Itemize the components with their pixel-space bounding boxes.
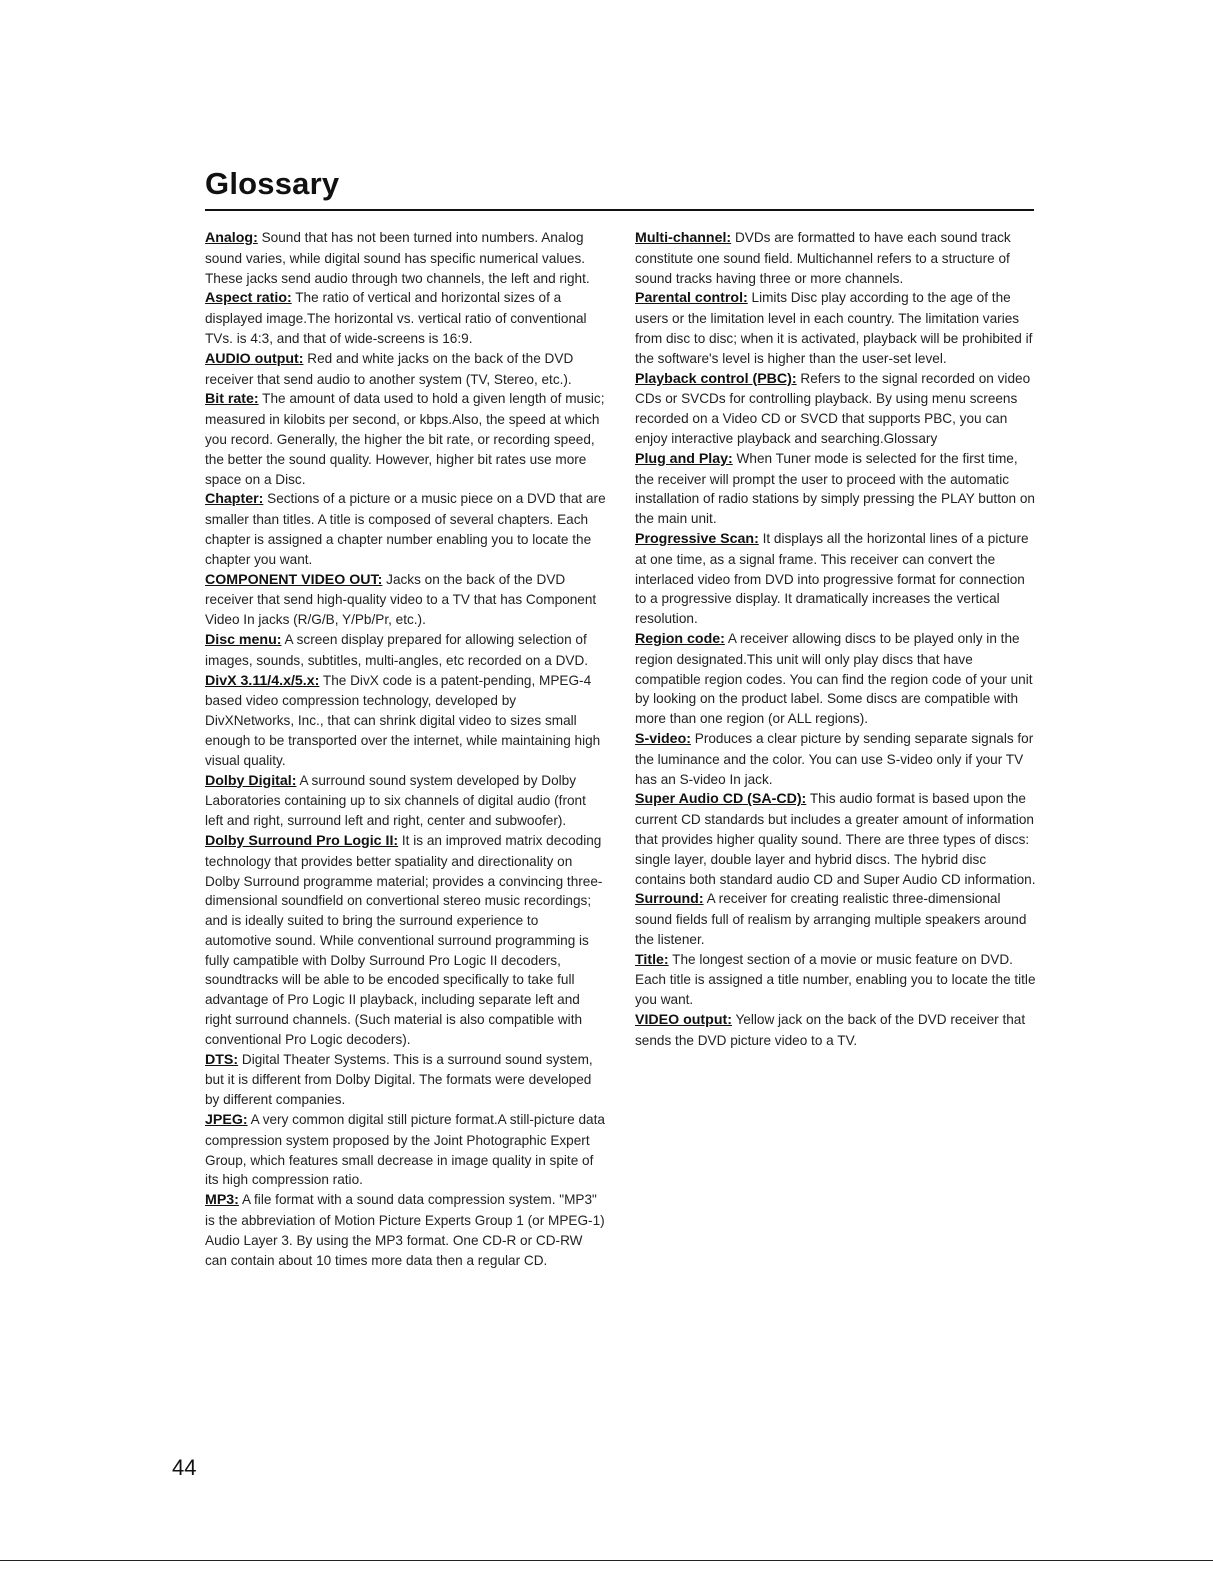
glossary-definition: A surround sound system developed by Dolby Laboratories containing up to six channels of digital audio (front left and right, surround left and right, center and subwoofer). xyxy=(205,772,586,829)
glossary-entry xyxy=(635,629,1037,729)
glossary-entry xyxy=(635,1010,1037,1051)
bottom-divider xyxy=(0,1560,1213,1561)
glossary-definition: It is an improved matrix decoding technology that provides better spatiality and directionality on Dolby Surround programme material; provides a convincing three-dimensional soundfield on convertional stereo music recordings; and is ideally suited to bring the surround experience to automotive sound. While conventional surround programming is fully campatible with Dolby Surround Pro Logic II decoders, soundtracks will be able to be encoded specifically to take full advantage of Pro Logic II playback, including separate left and right surround channels. (Such material is also compatible with conventional Pro Logic decoders). xyxy=(205,832,603,1047)
glossary-entry xyxy=(205,228,607,288)
glossary-term: Chapter: xyxy=(205,491,264,508)
glossary-entry xyxy=(635,449,1037,529)
glossary-term: Bit rate: xyxy=(205,391,259,408)
glossary-entry xyxy=(205,288,607,348)
glossary-definition: Yellow jack on the back of the DVD receiver that sends the DVD picture video to a TV. xyxy=(635,1012,1026,1048)
glossary-column-left xyxy=(205,228,607,1270)
glossary-entry xyxy=(205,771,607,831)
glossary-definition: It displays all the horizontal lines of a picture at one time, as a signal frame. This receiver can convert the interlaced video from DVD into progressive format for connection to a progressive display. It dramatically increases the vertical resolution. xyxy=(635,530,1029,627)
glossary-term: Plug and Play: xyxy=(635,450,733,467)
glossary-entry xyxy=(205,489,607,569)
glossary-term: Dolby Digital: xyxy=(205,772,297,789)
glossary-term: Surround: xyxy=(635,891,704,908)
glossary-term: Parental control: xyxy=(635,290,748,307)
glossary-entry xyxy=(205,831,607,1050)
glossary-term: Aspect ratio: xyxy=(205,290,292,307)
glossary-term: Dolby Surround Pro Logic II: xyxy=(205,832,399,849)
glossary-term: S-video: xyxy=(635,730,691,747)
glossary-definition: A file format with a sound data compression system. "MP3" is the abbreviation of Motion Picture Experts Group 1 (or MPEG-1) Audio Layer 3. By using the MP3 format. One CD-R or CD-RW can contain about 10 times more data then a regular CD. xyxy=(205,1192,605,1268)
glossary-entry xyxy=(635,529,1037,629)
glossary-definition: Red and white jacks on the back of the DVD receiver that send audio to another system (TV, Stereo, etc.). xyxy=(205,350,574,387)
glossary-entry xyxy=(635,228,1037,288)
glossary-term: Playback control (PBC): xyxy=(635,370,797,387)
glossary-term: Disc menu: xyxy=(205,631,282,648)
glossary-entry xyxy=(635,889,1037,949)
glossary-definition: The ratio of vertical and horizontal sizes of a displayed image.The horizontal vs. vertical ratio of conventional TVs. is 4:3, and that of wide-screens is 16:9. xyxy=(205,290,587,346)
glossary-term: VIDEO output: xyxy=(635,1012,732,1029)
glossary-definition: The longest section of a movie or music feature on DVD. Each title is assigned a title number, enabling you to locate the title you want. xyxy=(635,951,1036,1008)
title-divider xyxy=(205,209,1034,211)
glossary-term: DTS: xyxy=(205,1051,239,1068)
glossary-column-right xyxy=(635,228,1037,1051)
glossary-entry xyxy=(635,729,1037,789)
glossary-term: Title: xyxy=(635,951,669,968)
glossary-term: COMPONENT VIDEO OUT: xyxy=(205,571,383,588)
glossary-definition: A receiver allowing discs to be played only in the region designated.This unit will only play discs that have compatible region codes. You can find the region code of your unit by looking on the product label. Some discs are compatible with more than one region (or ALL regions). xyxy=(635,630,1033,727)
glossary-definition: Sections of a picture or a music piece on a DVD that are smaller than titles. A title is composed of several chapters. Each chapter is assigned a chapter number enabling you to locate the chapter you want. xyxy=(205,491,606,567)
glossary-term: Analog: xyxy=(205,230,258,246)
glossary-definition: Digital Theater Systems. This is a surround sound system, but it is different from Dolby Digital. The formats were developed by different companies. xyxy=(205,1051,593,1108)
page-number: 44 xyxy=(172,1455,197,1480)
glossary-entry xyxy=(635,369,1037,449)
glossary-term: MP3: xyxy=(205,1192,239,1209)
glossary-entry xyxy=(635,789,1037,889)
glossary-definition: A receiver for creating realistic three-dimensional sound fields full of realism by arranging multiple speakers around the listener. xyxy=(635,891,1027,947)
glossary-term: AUDIO output: xyxy=(205,350,304,367)
glossary-term: DivX 3.11/4.x/5.x: xyxy=(205,672,320,689)
glossary-entry xyxy=(205,1190,607,1270)
glossary-term: JPEG: xyxy=(205,1112,248,1129)
glossary-entry xyxy=(205,349,607,390)
glossary-definition: Refers to the signal recorded on video CDs or SVCDs for controlling playback. By using menu screens recorded on a Video CD or SVCD that supports PBC, you can enjoy interactive playback and searching.Glossary xyxy=(635,370,1031,446)
glossary-term: Progressive Scan: xyxy=(635,530,759,547)
glossary-definition: DVDs are formatted to have each sound track constitute one sound field. Multichannel refers to a structure of sound tracks having three or more channels. xyxy=(635,230,1011,286)
glossary-entry xyxy=(635,288,1037,368)
glossary-entry xyxy=(205,671,607,771)
glossary-definition: Limits Disc play according to the age of the users or the limitation level in each country. The limitation varies from disc to disc; when it is activated, playback will be prohibited if the software's level is higher than the user-set level. xyxy=(635,290,1033,366)
glossary-entry xyxy=(635,950,1037,1010)
glossary-definition: Jacks on the back of the DVD receiver that send high-quality video to a TV that has Component Video In jacks (R/G/B, Y/Pb/Pr, etc.). xyxy=(205,571,597,628)
glossary-definition: The amount of data used to hold a given length of music; measured in kilobits per second, or kbps.Also, the speed at which you record. Generally, the higher the bit rate, or recording speed, the better the sound quality. However, higher bit rates use more space on a Disc. xyxy=(205,391,605,487)
glossary-definition: This audio format is based upon the current CD standards but includes a greater amount of information that provides higher quality sound. There are three types of discs: single layer, double layer and hybrid discs. The hybrid disc contains both standard audio CD and Super Audio CD information. xyxy=(635,791,1036,887)
page-title: Glossary xyxy=(205,166,340,201)
glossary-entry xyxy=(205,570,607,630)
glossary-definition: A screen display prepared for allowing selection of images, sounds, subtitles, multi-angles, etc recorded on a DVD. xyxy=(205,631,589,668)
glossary-definition: Sound that has not been turned into numbers. Analog sound varies, while digital sound has specific numerical values. These jacks send audio through two channels, the left and right. xyxy=(205,230,590,286)
glossary-term: Super Audio CD (SA-CD): xyxy=(635,791,807,808)
glossary-definition: The DivX code is a patent-pending, MPEG-4 based video compression technology, developed by DivXNetworks, Inc., that can shrink digital video to sizes small enough to be transported over the internet, while maintaining high visual quality. xyxy=(205,672,601,768)
glossary-definition: A very common digital still picture format.A still-picture data compression system proposed by the Joint Photographic Expert Group, which features small decrease in image quality in spite of its high compression ratio. xyxy=(205,1112,605,1188)
glossary-definition: When Tuner mode is selected for the first time, the receiver will prompt the user to proceed with the automatic installation of radio stations by simply pressing the PLAY button on the main unit. xyxy=(635,450,1035,527)
glossary-entry xyxy=(205,1050,607,1110)
glossary-entry xyxy=(205,630,607,671)
glossary-entry xyxy=(205,389,607,489)
glossary-term: Region code: xyxy=(635,630,725,647)
glossary-definition: Produces a clear picture by sending separate signals for the luminance and the color. You can use S-video only if your TV has an S-video In jack. xyxy=(635,730,1034,787)
glossary-term: Multi-channel: xyxy=(635,230,732,246)
glossary-entry xyxy=(205,1110,607,1190)
